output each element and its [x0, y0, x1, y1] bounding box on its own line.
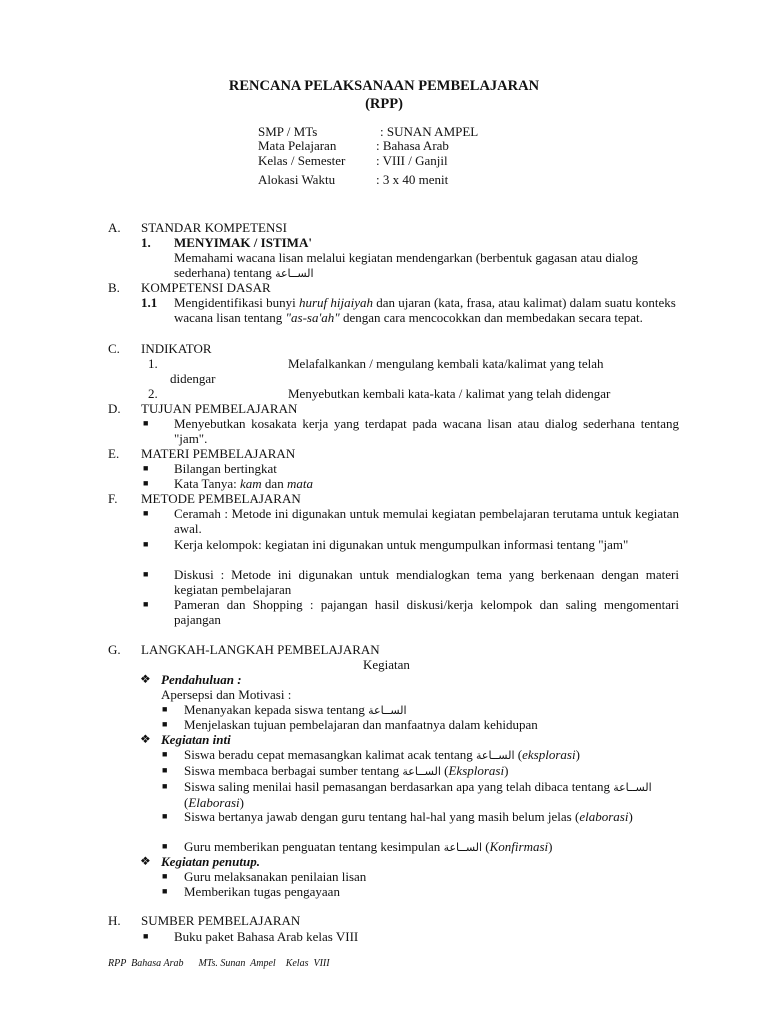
bullet-icon: ■	[143, 478, 149, 488]
section-b-sub-num: 1.1	[141, 295, 158, 310]
section-g-letter: G.	[108, 642, 121, 657]
inti-item-2-text: Siswa membaca berbagai sumber tentang	[184, 763, 400, 778]
section-e-letter: E.	[108, 446, 120, 461]
materi-item-2-b: kam	[240, 476, 262, 491]
bullet-icon: ■	[162, 749, 168, 759]
diamond-bullet-icon: ❖	[140, 854, 151, 868]
materi-item-2-c: dan	[261, 476, 287, 491]
pendahuluan-heading: Pendahuluan :	[161, 672, 242, 687]
info-value-time: : 3 x 40 menit	[376, 172, 449, 187]
section-b-text-1: Mengidentifikasi bunyi	[174, 295, 299, 310]
bullet-icon: ■	[143, 463, 149, 473]
section-d-letter: D.	[108, 401, 121, 416]
section-c-title: INDIKATOR	[141, 341, 212, 356]
page-footer: RPP Bahasa Arab MTs. Sunan Ampel Kelas VIII	[108, 958, 330, 969]
arabic-word: الســاعة	[476, 749, 515, 762]
materi-item-2-a: Kata Tanya:	[174, 476, 240, 491]
bullet-icon: ■	[162, 704, 168, 714]
section-b-text-2: huruf hijaiyah	[298, 295, 373, 310]
section-a-letter: A.	[108, 220, 121, 235]
bullet-icon: ■	[143, 599, 149, 609]
inti-heading: Kegiatan inti	[161, 732, 231, 747]
section-h-letter: H.	[108, 913, 121, 928]
inti-item-4: Siswa bertanya jawab dengan guru tentang hal-hal yang masih belum jelas (elaborasi)	[184, 809, 633, 824]
bullet-icon: ■	[143, 569, 149, 579]
section-b-letter: B.	[108, 280, 120, 295]
materi-item-2-d: mata	[286, 476, 313, 491]
arabic-word: الســاعة	[368, 704, 407, 717]
info-label-class: Kelas / Semester	[258, 153, 346, 168]
metode-item-4: Pameran dan Shopping : pajangan hasil diskusi/kerja kelompok dan saling mengomentari pajangan	[174, 597, 679, 627]
bullet-icon: ■	[143, 539, 149, 549]
indikator-text-1: Melafalkankan / mengulang kembali kata/kalimat yang telah	[288, 356, 604, 371]
metode-item-1: Ceramah : Metode ini digunakan untuk memulai kegiatan pembelajaran terutama untuk kegiatan awal.	[174, 506, 679, 536]
bullet-icon: ■	[143, 418, 149, 428]
bullet-icon: ■	[162, 841, 168, 851]
page-subtitle: (RPP)	[365, 96, 403, 112]
info-value-subject: : Bahasa Arab	[376, 138, 449, 153]
diamond-bullet-icon: ❖	[140, 732, 151, 746]
section-c-letter: C.	[108, 341, 120, 356]
indikator-text-2: Menyebutkan kembali kata-kata / kalimat yang telah didengar	[288, 386, 611, 401]
inti-item-3: Siswa saling menilai hasil pemasangan berdasarkan apa yang telah dibaca tentang الســاعة (Elaborasi)	[184, 779, 652, 810]
arabic-word: الســاعة	[275, 267, 314, 280]
info-value-class: : VIII / Ganjil	[376, 153, 448, 168]
section-a-sub-num: 1.	[141, 235, 151, 250]
sumber-item-1: Buku paket Bahasa Arab kelas VIII	[174, 929, 359, 944]
section-g-title: LANGKAH-LANGKAH PEMBELAJARAN	[141, 642, 380, 657]
penutup-item-2: Memberikan tugas pengayaan	[184, 884, 340, 899]
info-value-school: : SUNAN AMPEL	[380, 124, 479, 139]
info-label-subject: Mata Pelajaran	[258, 138, 337, 153]
tujuan-item-1: Menyebutkan kosakata kerja yang terdapat pada wacana lisan atau dialog sederhana tentang "jam".	[174, 416, 679, 446]
bullet-icon: ■	[162, 719, 168, 729]
pendahuluan-item-2: Menjelaskan tujuan pembelajaran dan manfaatnya dalam kehidupan	[184, 717, 538, 732]
section-b-text-5: dengan cara mencocokkan dan membedakan secara tepat.	[339, 310, 643, 325]
inti-item-2-stage: Eksplorasi	[448, 763, 505, 778]
section-d-title: TUJUAN PEMBELAJARAN	[141, 401, 298, 416]
info-label-school: SMP / MTs	[258, 124, 318, 139]
bullet-icon: ■	[162, 765, 168, 775]
materi-item-2	[174, 476, 313, 491]
info-label-time: Alokasi Waktu	[258, 172, 336, 187]
section-b-text	[174, 295, 684, 325]
arabic-word: الســاعة	[443, 841, 483, 854]
inti-item-3-stage: Elaborasi	[188, 795, 240, 810]
inti-item-5-stage: Konfirmasi	[489, 839, 549, 854]
arabic-word: الســاعة	[402, 765, 441, 778]
metode-item-2: Kerja kelompok: kegiatan ini digunakan untuk mengumpulkan informasi tentang "jam"	[174, 537, 629, 552]
inti-item-1: Siswa beradu cepat memasangkan kalimat acak tentang الســاعة (eksplorasi)	[184, 747, 580, 762]
bullet-icon: ■	[143, 508, 149, 518]
penutup-heading: Kegiatan penutup.	[161, 854, 260, 869]
inti-item-1-text: Siswa beradu cepat memasangkan kalimat acak tentang	[184, 747, 473, 762]
section-f-title: METODE PEMBELAJARAN	[141, 491, 301, 506]
section-a-sub-title: MENYIMAK / ISTIMA'	[174, 235, 312, 250]
indikator-text-1-cont: didengar	[170, 371, 216, 386]
inti-item-5-text: Guru memberikan penguatan tentang kesimpulan	[184, 839, 441, 854]
section-f-letter: F.	[108, 491, 118, 506]
kegiatan-heading: Kegiatan	[363, 657, 410, 672]
section-b-text-3: dan ujaran (kata, frasa, atau kalimat) dalam suatu konteks wacana lisan tentang	[174, 295, 676, 325]
penutup-item-1: Guru melaksanakan penilaian lisan	[184, 869, 367, 884]
indikator-num-2: 2.	[148, 386, 158, 401]
indikator-num-1: 1.	[148, 356, 158, 371]
inti-item-4-stage: elaborasi	[579, 809, 629, 824]
section-a-text-body: Memahami wacana lisan melalui kegiatan mendengarkan (berbentuk gagasan atau dialog sederhana) tentang	[174, 250, 638, 280]
section-h-title: SUMBER PEMBELAJARAN	[141, 913, 301, 928]
diamond-bullet-icon: ❖	[140, 672, 151, 686]
section-b-text-4: "as-sa'ah"	[285, 310, 340, 325]
bullet-icon: ■	[162, 886, 168, 896]
section-b-title: KOMPETENSI DASAR	[141, 280, 271, 295]
bullet-icon: ■	[143, 931, 149, 941]
section-a-title: STANDAR KOMPETENSI	[141, 220, 287, 235]
section-a-text	[174, 250, 684, 281]
metode-item-3: Diskusi : Metode ini digunakan untuk mendialogkan tema yang berkenaan dengan materi kegiatan pembelajaran	[174, 567, 679, 597]
bullet-icon: ■	[162, 811, 168, 821]
inti-item-4-text: Siswa bertanya jawab dengan guru tentang hal-hal yang masih belum jelas	[184, 809, 572, 824]
apersepsi-label: Apersepsi dan Motivasi :	[161, 687, 292, 702]
pendahuluan-item-1	[184, 702, 407, 718]
page-title: RENCANA PELAKSANAAN PEMBELAJARAN	[228, 78, 540, 94]
inti-item-2: Siswa membaca berbagai sumber tentang الســاعة (Eksplorasi)	[184, 763, 509, 778]
inti-item-1-stage: eksplorasi	[522, 747, 576, 762]
inti-item-3-text: Siswa saling menilai hasil pemasangan berdasarkan apa yang telah dibaca tentang	[184, 779, 610, 794]
pendahuluan-item-1-text: Menanyakan kepada siswa tentang	[184, 702, 365, 717]
bullet-icon: ■	[162, 871, 168, 881]
section-e-title: MATERI PEMBELAJARAN	[141, 446, 296, 461]
materi-item-1: Bilangan bertingkat	[174, 461, 277, 476]
arabic-word: الســاعة	[613, 781, 652, 794]
inti-item-5: Guru memberikan penguatan tentang kesimpulan الســاعة (Konfirmasi)	[184, 839, 553, 854]
bullet-icon: ■	[162, 781, 168, 791]
